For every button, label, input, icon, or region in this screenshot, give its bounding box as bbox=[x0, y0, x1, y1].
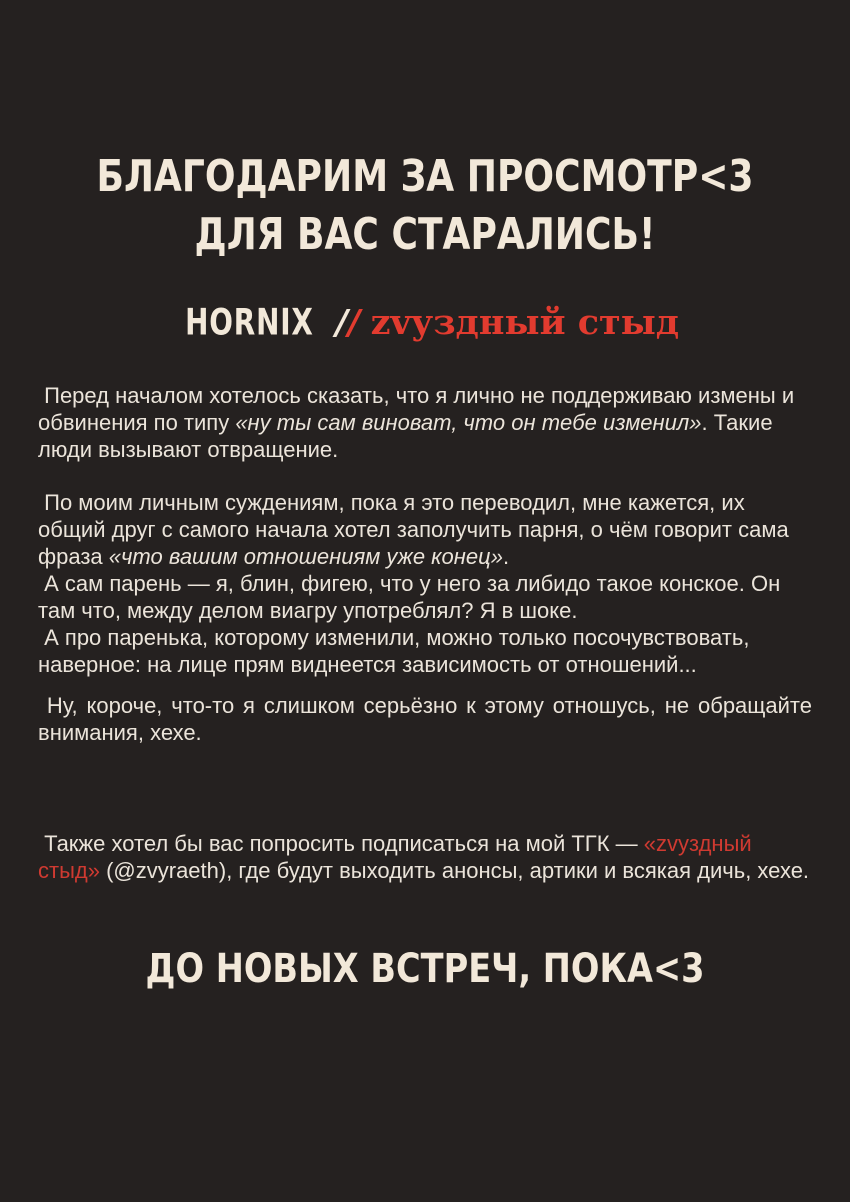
translator-note bbox=[0, 382, 850, 884]
paragraph-guy: А сам парень — я, блин, фигею, что у него за либидо такое конское. Он там что, между делом виагру употреблял? Я в шоке. bbox=[38, 571, 787, 623]
farewell-title bbox=[0, 944, 850, 994]
translator-name: HORNIX bbox=[184, 301, 314, 345]
thanks-title-line-2: ДЛЯ ВАС СТАРАЛИСЬ! bbox=[194, 209, 656, 260]
translator-credit bbox=[0, 300, 850, 346]
slash-separator-cream: / bbox=[335, 303, 349, 343]
paragraph-tgk-promo: Также хотел бы вас попросить подписаться на мой ТГК — «zvуздный стыд» (@zvyraeth), где будут выходить анонсы, артики и всякая дичь, хехе. bbox=[38, 831, 810, 883]
paragraph-serious: Ну, короче, что-то я слишком серьёзно к этому отношусь, не обращайте внимания, хехе. bbox=[38, 693, 819, 745]
slash-separator-red: / bbox=[348, 303, 361, 343]
paragraph-intro: Перед началом хотелось сказать, что я лично не поддерживаю измены и обвинения по типу «ну ты сам виноват, что он тебе изменил». Такие люди вызывают отвращение. bbox=[38, 383, 801, 462]
thanks-title-line-1: БЛАГОДАРИМ ЗА ПРОСМОТР<3 bbox=[96, 151, 754, 202]
team-name: zvуздный стыд bbox=[370, 302, 680, 343]
thanks-title bbox=[0, 148, 850, 264]
farewell-title-line: ДО НОВЫХ ВСТРЕЧ, ПОКА<3 bbox=[145, 946, 705, 992]
paragraph-victim: А про паренька, которому изменили, можно только посочувствовать, наверное: на лице прям виднеется зависимость от отношений... bbox=[38, 625, 756, 677]
paragraph-opinion: По моим личным суждениям, пока я это переводил, мне кажется, их общий друг с самого начала хотел заполучить парня, о чём говорит сама фраза «что вашим отношениям уже конец». bbox=[38, 490, 795, 569]
